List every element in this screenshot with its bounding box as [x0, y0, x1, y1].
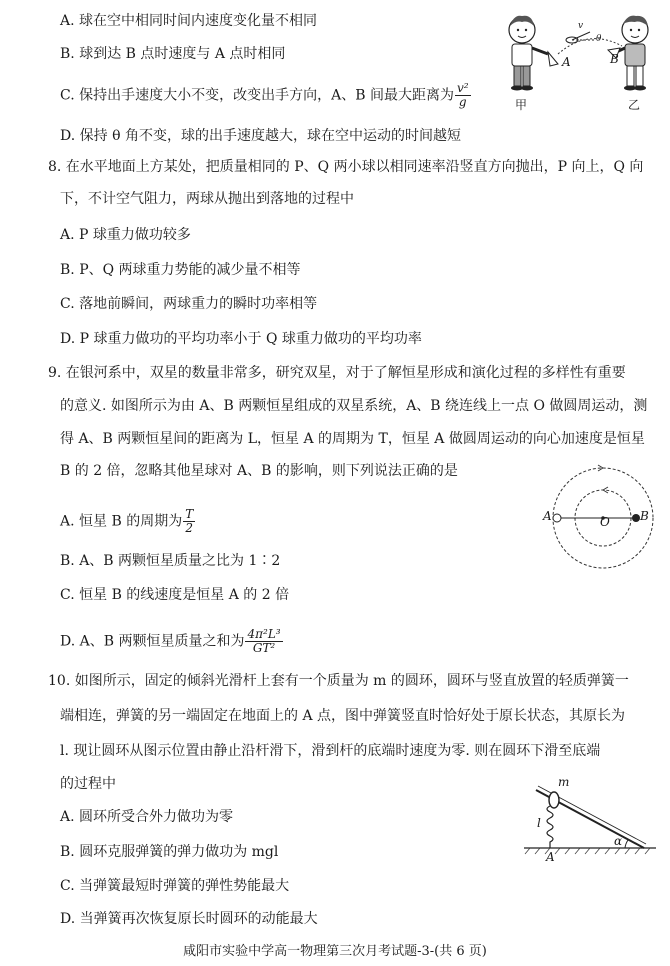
- q8-option-d: D. P 球重力做功的平均功率小于 Q 球重力做功的平均功率: [60, 331, 422, 347]
- q9-option-c: C. 恒星 B 的线速度是恒星 A 的 2 倍: [60, 587, 290, 603]
- q10-fig-label-alpha: α: [614, 834, 623, 848]
- q9-option-a-text: A. 恒星 B 的周期为: [60, 513, 183, 530]
- q8-stem-line1: 8. 在水平地面上方某处，把质量相同的 P、Q 两小球以相同速率沿竖直方向抛出，P 向上，Q 向: [48, 159, 644, 175]
- q9-fig-label-a: A: [543, 509, 552, 523]
- q10-option-d: D. 当弹簧再次恢复原长时圆环的动能最大: [60, 911, 318, 927]
- q8-stem-line2: 下，不计空气阻力，两球从抛出到落地的过程中: [60, 191, 354, 207]
- fraction-denominator: g: [458, 95, 467, 109]
- q7-fig-angle: θ: [596, 34, 602, 44]
- ring-icon: [549, 792, 559, 808]
- kid-jia-icon: [509, 16, 548, 91]
- q7-option-d: D. 保持 θ 角不变，球的出手速度越大，球在空中运动的时间越短: [60, 128, 461, 144]
- q9-option-a-fraction: [183, 508, 195, 535]
- q8-option-c: C. 落地前瞬间，两球重力的瞬时功率相等: [60, 296, 318, 312]
- q10-stem-line3: l. 现让圆环从图示位置由静止沿杆滑下，滑到杆的底端时速度为零. 则在圆环下滑至底端: [60, 743, 601, 759]
- star-b-icon: [632, 514, 640, 522]
- q10-option-a: A. 圆环所受合外力做功为零: [60, 809, 234, 825]
- q7-option-b: B. 球到达 B 点时速度与 A 点时相同: [60, 46, 286, 62]
- q7-fig-point-b: B: [610, 52, 619, 66]
- q7-option-c-fraction: [455, 82, 471, 109]
- q9-stem-line1: 9. 在银河系中，双星的数量非常多，研究双星，对于了解恒星形成和演化过程的多样性有重要: [48, 365, 626, 381]
- q9-fig-label-o: O: [600, 515, 610, 529]
- q9-option-b: B. A、B 两颗恒星质量之比为 1∶2: [60, 553, 281, 569]
- fraction-numerator: 4π²L³: [247, 627, 281, 641]
- q10-stem-line4: 的过程中: [60, 776, 116, 792]
- page-footer: 咸阳市实验中学高一物理第三次月考试题-3-(共 6 页): [183, 944, 487, 959]
- q10-stem-line1: 10. 如图所示，固定的倾斜光滑杆上套有一个质量为 m 的圆环，圆环与竖直放置的轻质弹簧一: [48, 673, 629, 689]
- q9-stem-line2: 的意义. 如图所示为由 A、B 两颗恒星组成的双星系统，A、B 绕连线上一点 O 做圆周运动，测: [60, 398, 648, 414]
- q9-option-a: [60, 508, 196, 535]
- fraction-denominator: GT²: [252, 641, 276, 655]
- q9-option-d: [60, 628, 284, 655]
- fraction-numerator: T: [185, 507, 194, 521]
- q9-stem-line4: B 的 2 倍，忽略其他星球对 A、B 的影响，则下列说法正确的是: [60, 463, 458, 479]
- q8-option-a: A. P 球重力做功较多: [60, 227, 191, 243]
- q7-fig-label-yi: 乙: [628, 98, 641, 112]
- q9-option-d-fraction: [245, 628, 282, 655]
- q10-option-c: C. 当弹簧最短时弹簧的弹性势能最大: [60, 878, 290, 894]
- q9-option-d-text: D. A、B 两颗恒星质量之和为: [60, 633, 245, 650]
- q10-rod-spring-figure: [520, 780, 660, 860]
- q10-fig-label-m: m: [558, 775, 570, 789]
- q10-stem-line2: 端相连，弹簧的另一端固定在地面上的 A 点，图中弹簧竖直时恰好处于原长状态，其原长为: [60, 708, 626, 724]
- q10-option-b: B. 圆环克服弹簧的弹力做功为 mgl: [60, 844, 279, 860]
- spring-icon: [547, 806, 553, 848]
- star-a-icon: [553, 514, 561, 522]
- fraction-denominator: 2: [185, 521, 194, 535]
- q10-fig-label-l: l: [537, 816, 541, 830]
- q7-option-c-text: C. 保持出手速度大小不变，改变出手方向，A、B 间最大距离为: [60, 87, 454, 104]
- q8-option-b: B. P、Q 两球重力势能的减少量不相等: [60, 262, 301, 278]
- q7-fig-label-jia: 甲: [515, 98, 528, 112]
- q10-fig-label-a: A: [546, 850, 555, 864]
- q7-fig-velocity: v: [578, 21, 584, 31]
- fraction-numerator: v²: [456, 81, 469, 95]
- q7-option-a: A. 球在空中相同时间内速度变化量不相同: [60, 13, 318, 29]
- q9-fig-label-b: B: [640, 509, 649, 523]
- q9-stem-line3: 得 A、B 两颗恒星间的距离为 L，恒星 A 的周期为 T，恒星 A 做圆周运动的向心加速度是恒星: [60, 431, 645, 447]
- q7-fig-point-a: A: [562, 55, 571, 69]
- q7-option-c: [60, 82, 472, 109]
